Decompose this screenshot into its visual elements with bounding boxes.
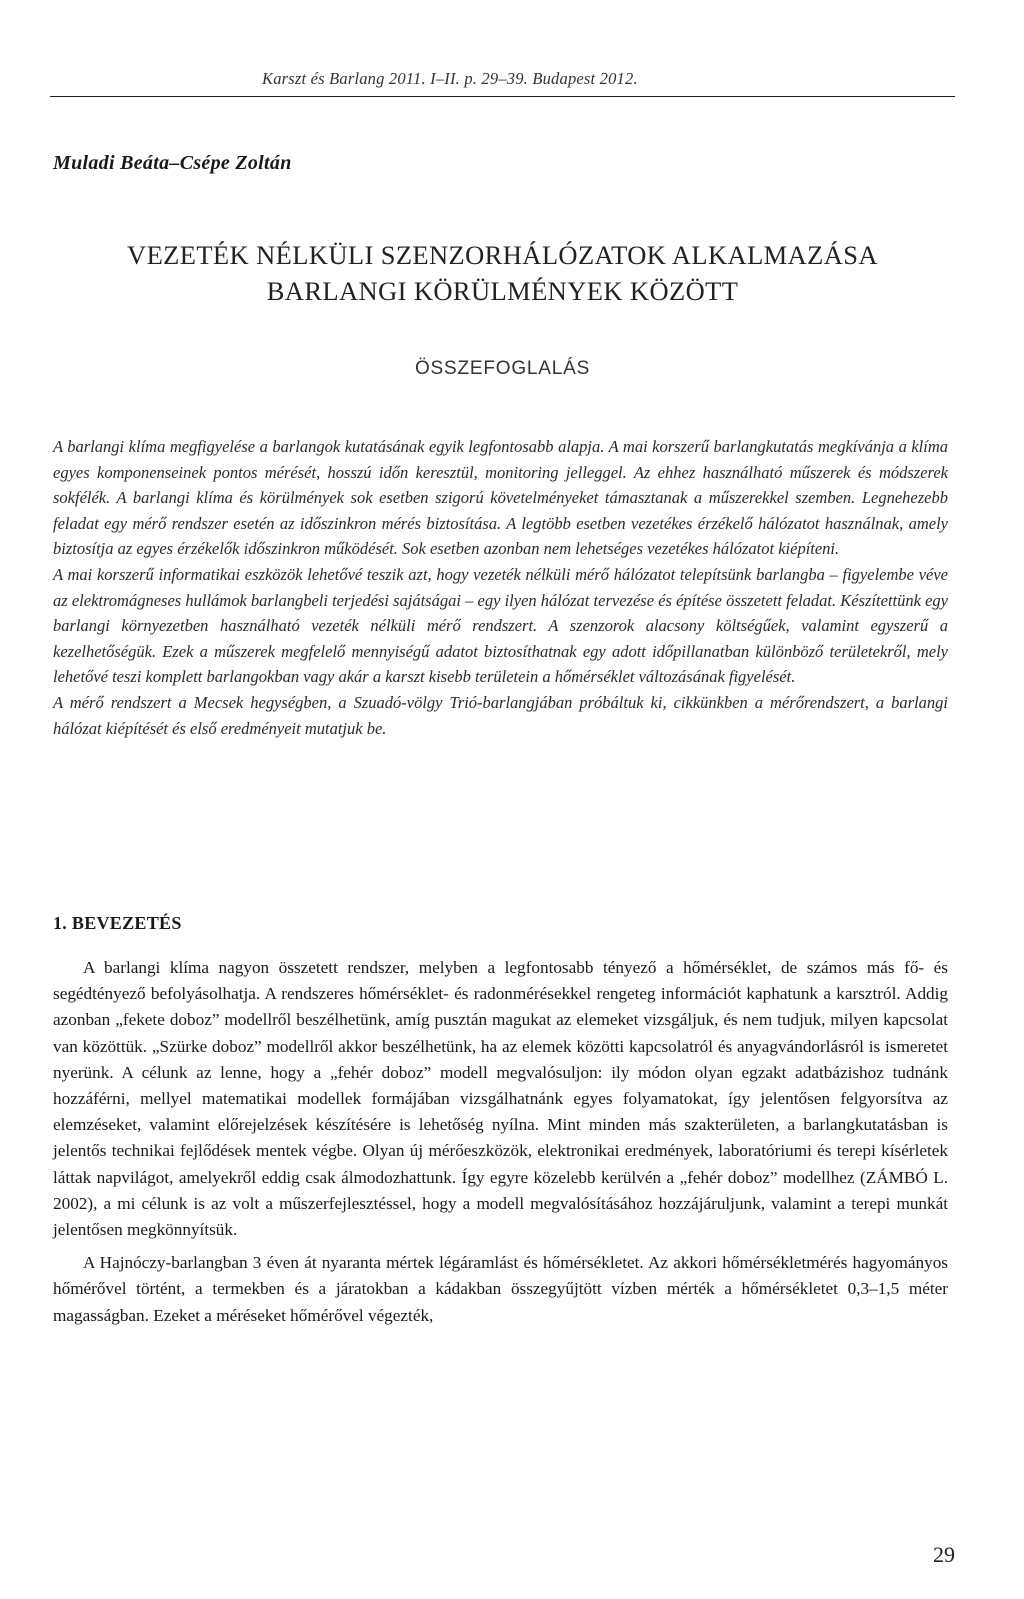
abstract-heading: ÖSSZEFOGLALÁS [414, 358, 591, 379]
body-paragraph: A Hajnóczy-barlangban 3 éven át nyaranta mértek légáramlást és hőmérsékletet. Az akkori hőmérsékletmérés hagyományos hőmérővel történt, a termekben és a járatokban a kádakban összegyűjtött vízben mérték a hőmérsékletet 0,3–1,5 méter magasságban. Ezeket a méréseket hőmérővel végezték, [53, 1253, 948, 1325]
abstract-paragraph: A barlangi klíma megfigyelése a barlangok kutatásának egyik legfontosabb alapja. A mai korszerű barlangkutatás megkívánja a klíma egyes komponenseinek pontos mérését, hosszú időn keresztül, monitoring jelleggel. Az ehhez használható műszerek és módszerek sokfélék. A barlangi klíma és körülmények sok esetben szigorú követelményeket támasztanak a műszerekkel szemben. Legnehezebb feladat egy mérő rendszer esetén az időszinkron mérés biztosítása. A legtöbb esetben vezetékes érzékelő hálózatot használnak, amely biztosítja az egyes érzékelők időszinkron működését. Sok esetben azonban nem lehetséges vezetékes hálózatot kiépíteni. [53, 437, 948, 559]
page-number: 29 [933, 1542, 955, 1567]
section-heading: 1. BEVEZETÉS [53, 913, 182, 933]
section-body [53, 955, 948, 1329]
abstract-paragraph: A mai korszerű informatikai eszközök lehetővé teszik azt, hogy vezeték nélküli mérő hálózatot telepítsünk barlangba – figyelembe véve az elektromágneses hullámok barlangbeli terjedési sajátságai – egy ilyen hálózat tervezése és építése összetett feladat. Készítettünk egy barlangi környezetben használható vezeték nélküli mérő rendszert. A szenzorok alacsony költségűek, valamint egyszerű a kezelhetőségük. Ezek a műszerek megfelelő mennyiségű adatot biztosíthatnak egy adott időpillanatban különböző területekről, mely lehetővé teszi komplett barlangokban vagy akár a karszt kisebb területein a hőmérséklet változásának figyelését. [53, 564, 948, 687]
abstract [53, 434, 948, 741]
abstract-paragraph: A mérő rendszert a Mecsek hegységben, a Szuadó-völgy Trió-barlangjában próbáltuk ki, cikkünkben a mérőrendszert, a barlangi hálózat kiépítését és első eredményeit mutatjuk be. [53, 692, 948, 738]
journal-page [50, 0, 955, 1599]
running-head [50, 62, 955, 97]
body-paragraph: A barlangi klíma nagyon összetett rendszer, melyben a legfontosabb tényező a hőmérséklet, de számos más fő- és segédtényező befolyásolhatja. A rendszeres hőmérséklet- és radonmérésekkel rengeteg információt kaphatunk a karsztról. Addig azonban „fekete doboz” modellről beszélhetünk, amíg pusztán magukat az elemeket vizsgáljuk, és nem tudjuk, milyen kapcsolat van közöttük. „Szürke doboz” modellről akkor beszélhetünk, ha az elemek közötti kapcsolatról és anyagvándorlásról is ismeretet nyerünk. A célunk az lenne, hogy a „fehér doboz” modell megvalósuljon: ily módon olyan egzakt adatbázishoz tudnánk hozzáférni, mellyel matematikai modellek formájában vizsgálhatnánk egyes folyamatokat, így jelentősen felgyorsítva az elemzéseket, valamint előrejelzések készítésére is lehetőség nyílna. Mint minden más szakterületen, a barlangkutatásban is jelentős technikai fejlődések mentek végbe. Olyan új mérőeszközök, elektronikai eredmények, laboratóriumi és terepi kísérletek láttak napvilágot, amelyekről eddig csak álmodozhattunk. Így egyre közelebb kerülvén a „fehér doboz” modellhez (ZÁMBÓ L. 2002), a mi célunk is az volt a műszerfejlesztéssel, hogy a modell megvalósításához hozzájáruljunk, valamint a terepi munkát jelentősen megkönnyítsük. [53, 958, 948, 1240]
authors: Muladi Beáta–Csépe Zoltán [53, 152, 292, 174]
article-title-line-2: BARLANGI KÖRÜLMÉNYEK KÖZÖTT [266, 276, 739, 306]
article-title [50, 237, 955, 309]
article-title-line-1: VEZETÉK NÉLKÜLI SZENZORHÁLÓZATOK ALKALMAZÁSA [127, 240, 878, 270]
running-head-text: Karszt és Barlang 2011. I–II. p. 29–39. Budapest 2012. [262, 69, 638, 88]
